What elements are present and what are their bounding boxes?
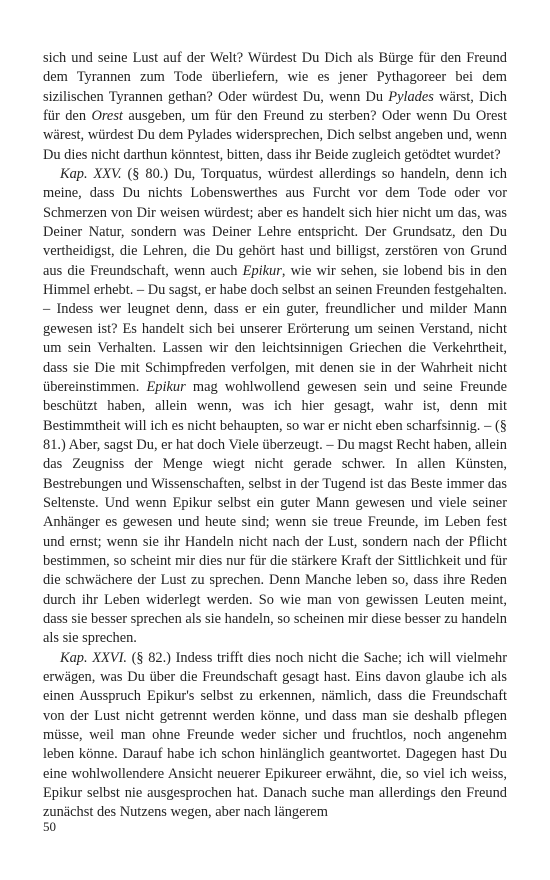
text-run: ausgeben, um für den Freund zu sterben? Oder wenn Du Orest wärest, würdest Du dem Pylades widersprechen, Dich selbst angeben und, wenn Du dies nicht darthun könntest, bitten, dass ihr Beide zugleich getödtet wurdet? <box>43 108 507 163</box>
paragraph-2 <box>43 165 507 649</box>
italic-name-epikur: Epikur <box>146 378 186 395</box>
chapter-heading-xxv: Kap. XXV. <box>60 166 122 183</box>
chapter-heading-xxvi: Kap. XXVI. <box>60 649 127 666</box>
page-number: 50 <box>43 819 56 834</box>
italic-name-epikur: Epikur <box>242 262 282 279</box>
italic-name-orest: Orest <box>91 108 123 125</box>
page-body <box>43 49 507 823</box>
paragraph-1 <box>43 49 507 165</box>
text-run: wärst, Dich für den <box>43 88 507 125</box>
italic-name-pylades: Pylades <box>388 88 434 105</box>
text-run: (§ 80.) Du, Torquatus, würdest allerdings so handeln, denn ich meine, dass Du nichts Lobenswerthes aus Furcht vor dem Tode oder vor Schmerzen von Dir weisen würdest; aber es handelt sich hier nicht um das, was Deiner Natur, sondern was Deiner Lehre entspricht. Der Grundsatz, den Du vertheidigst, die Lehren, die Du gehört hast und billigst, zerstören von Grund aus die Freundschaft, wenn auch <box>43 166 507 279</box>
paragraph-3 <box>43 649 507 823</box>
text-run: , wie wir sehen, sie lobend bis in den Himmel erhebt. – Du sagst, er habe doch selbst an seinen Freunden festgehalten. – Indess wer leugnet denn, dass er ein guter, freundlicher und milder Mann gewesen ist? Es handelt sich bei unserer Erörterung um seinen Verstand, nicht um sein Verhalten. Lassen wir den leichtsinnigen Griechen die Verkehrtheit, dass sie Die mit Schimpfreden verfolgen, mit denen sie in der Wahrheit nicht übereinstimmen. <box>43 262 507 395</box>
text-run: (§ 82.) Indess trifft dies noch nicht die Sache; ich will vielmehr erwägen, was Du über die Freundschaft gesagt hast. Eins davon glaube ich als einen Ausspruch Epikur's selbst zu erkennen, nämlich, dass die Freundschaft von der Lust nicht getrennt werden könne, und dass man sie deshalb pflegen müsse, weil man ohne Freunde weder sicher und fruchtlos, noch angenehm leben könne. Darauf habe ich schon hinlänglich geantwortet. Dagegen hast Du eine wohlwollendere Ansicht neuerer Epikureer erwähnt, die, so viel ich weiss, Epikur selbst nie ausgesprochen hat. Danach suche man allerdings den Freund zunächst des Nutzens wegen, aber nach längerem <box>43 649 507 821</box>
text-run: sich und seine Lust auf der Welt? Würdest Du Dich als Bürge für den Freund dem Tyrannen zum Tode überliefern, wie es jener Pythagoreer bei dem sizilischen Tyrannen gethan? Oder würdest Du, wenn Du <box>43 50 507 105</box>
text-run: mag wohlwollend gewesen sein und seine Freunde beschützt haben, allein wenn, was ich hier gesagt, wahr ist, denn mit Bestimmtheit will ich es nicht behaupten, so war er nicht eben scharfsinnig. – (§ 81.) Aber, sagst Du, er hat doch Viele überzeugt. – Du magst Recht haben, allein das Zeugniss der Menge wiegt nicht gerade schwer. In allen Künsten, Bestrebungen und Wissenschaften, selbst in der Tugend ist das Beste immer das Seltenste. Und wenn Epikur selbst ein guter Mann gewesen und viele seiner Anhänger es gewesen und heute sind; wenn sie treue Freunde, im Leben fest und ernst; wenn sie ihr Handeln nicht nach der Lust, sondern nach der Pflicht bestimmen, so scheint mir dies nur für die stärkere Kraft der Sittlichkeit und für die schwächere der Lust zu sprechen. Denn Manche leben so, dass ihre Reden durch ihr Leben widerlegt werden. So wie man von gewissen Leuten meint, dass sie besser sprechen als sie handeln, so scheinen mir diese besser zu handeln als sie sprechen. <box>43 378 507 647</box>
